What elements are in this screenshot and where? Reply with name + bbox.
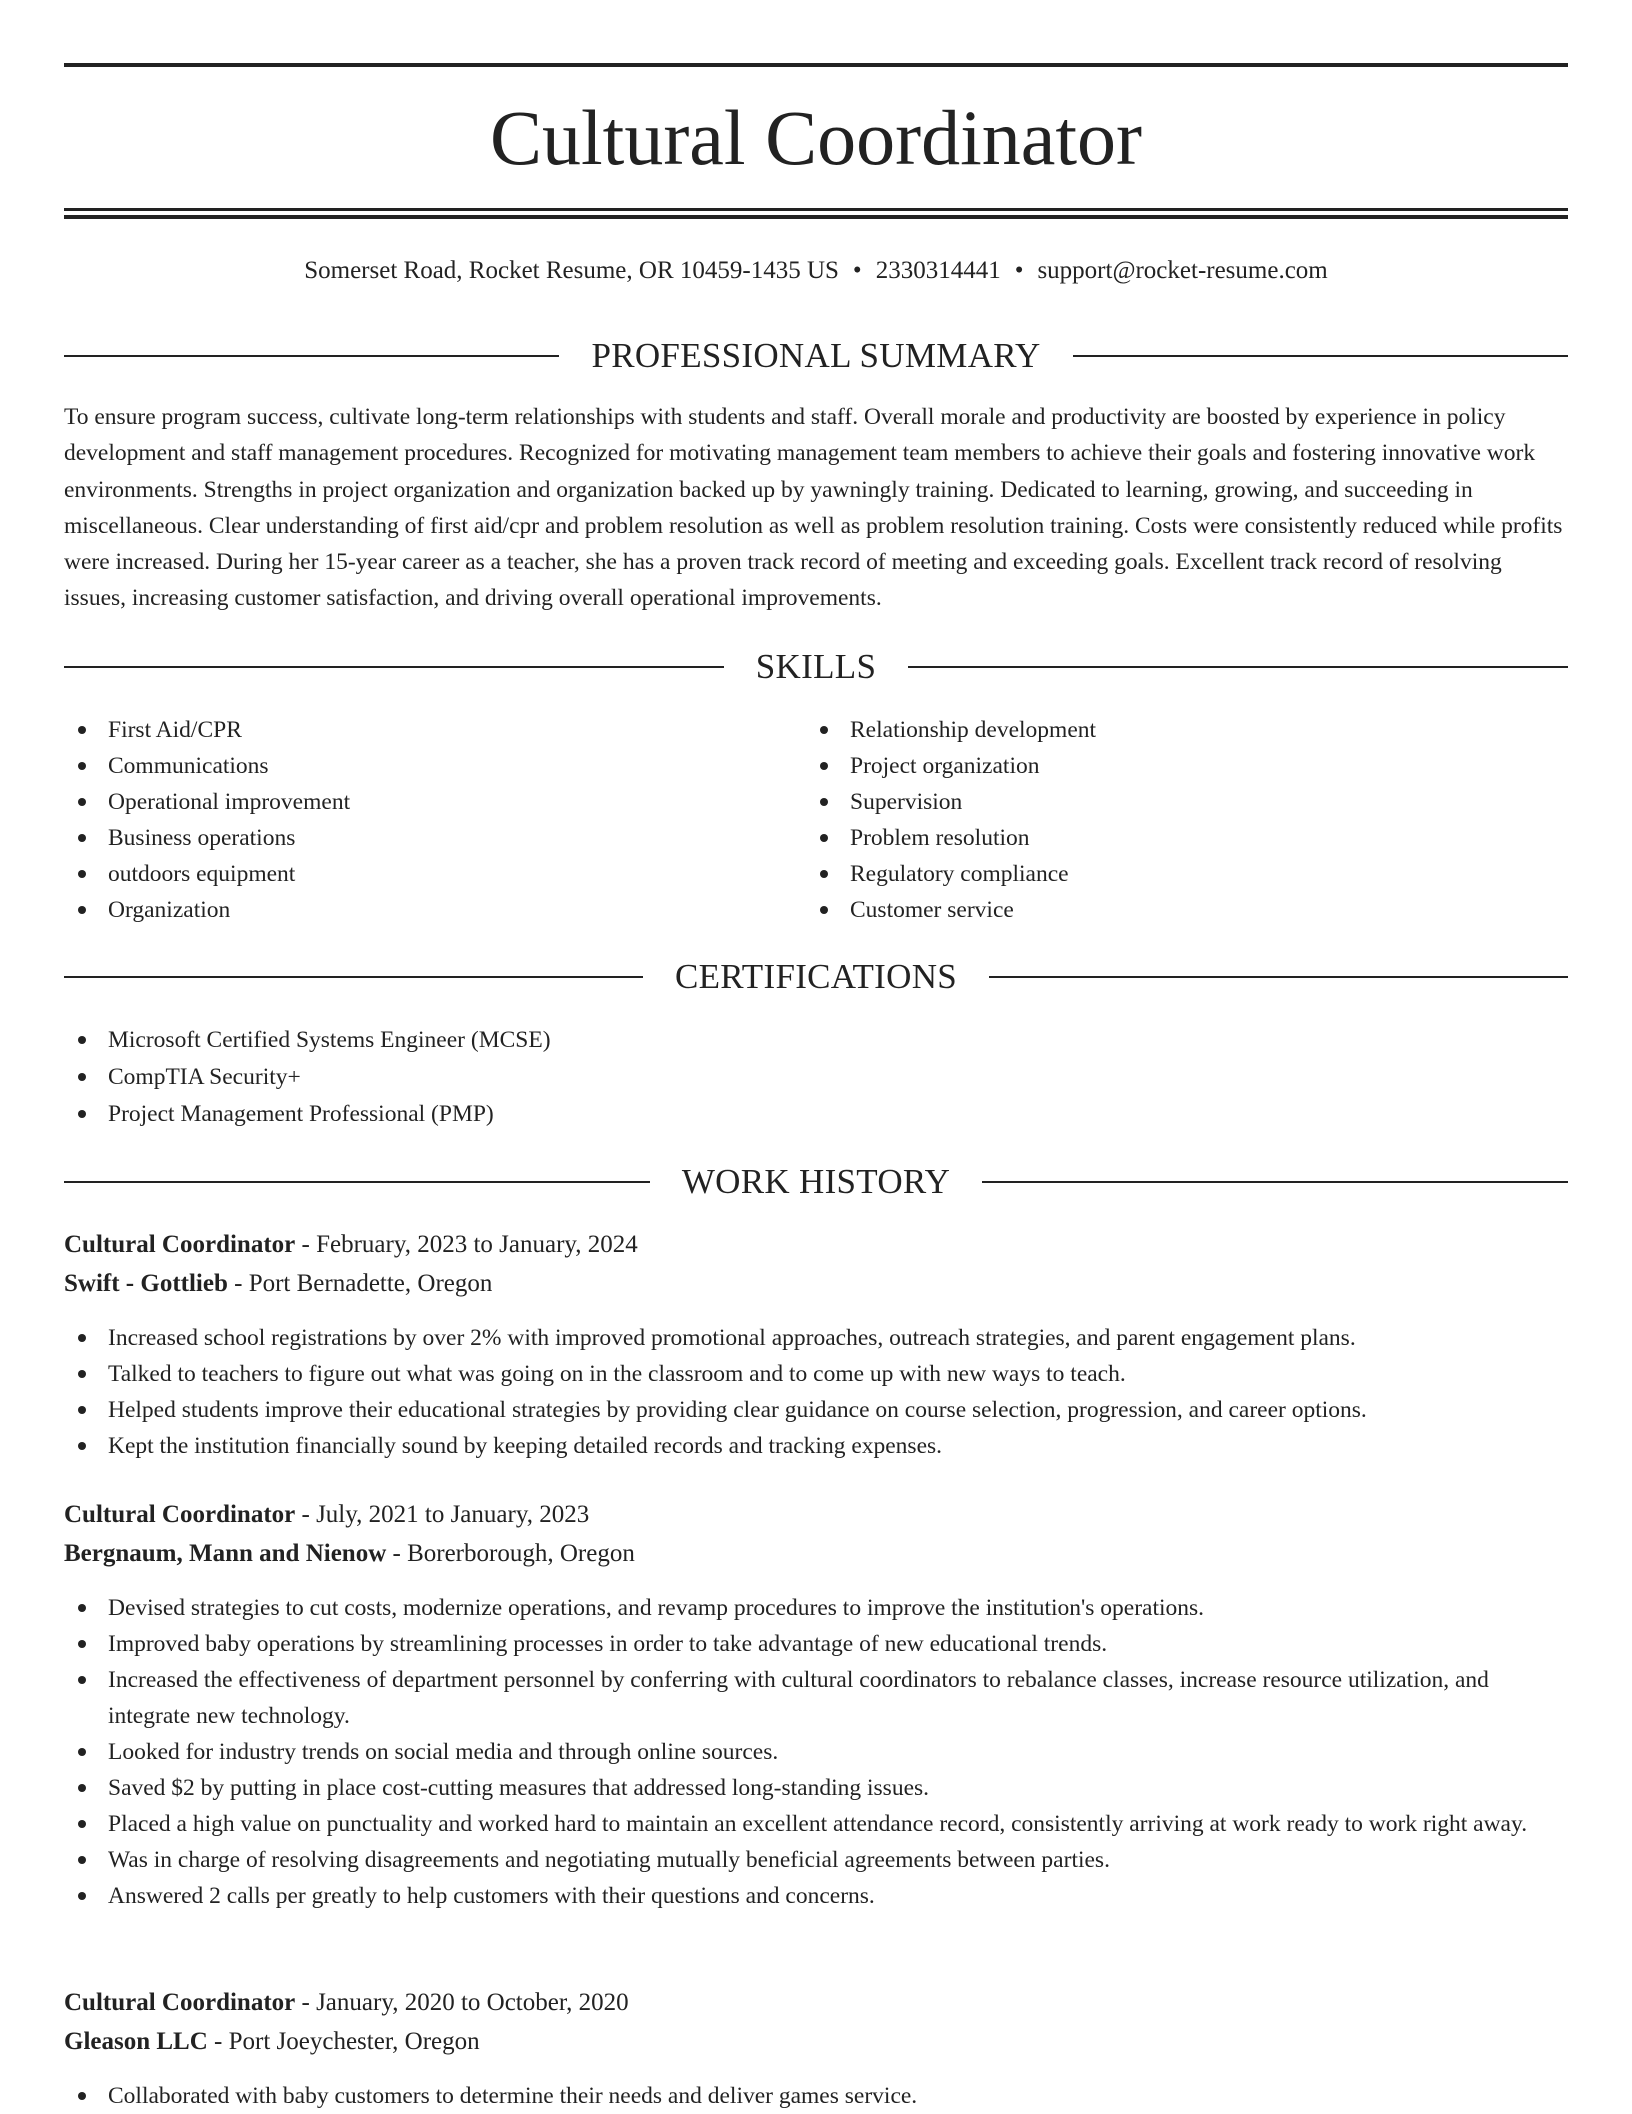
job-location: - Borerborough, Oregon	[386, 1540, 635, 1567]
job-company-line	[64, 2023, 1568, 2061]
job-duty: Placed a high value on punctuality and worked hard to maintain an excellent attendance record, consistently arriving at work ready to work right away.	[64, 1806, 1568, 1842]
job-duty: Kept the institution financially sound by keeping detailed records and tracking expenses.	[64, 1428, 1568, 1464]
skill-item: Project organization	[806, 748, 1096, 784]
heading-rule	[989, 976, 1568, 978]
job-duty: Saved $2 by putting in place cost-cutting measures that addressed long-standing issues.	[64, 1770, 1568, 1806]
certifications-block	[64, 1022, 551, 1133]
skills-left-column	[64, 712, 350, 928]
job-title-line	[64, 1984, 1568, 2022]
skill-item: Regulatory compliance	[806, 856, 1096, 892]
heading-rule	[64, 355, 559, 357]
job-entry	[64, 1984, 1568, 2114]
job-duty: Talked to teachers to figure out what was going on in the classroom and to come up with new ways to teach.	[64, 1356, 1568, 1392]
job-duty: Collaborated with baby customers to determine their needs and deliver games service.	[64, 2078, 1568, 2114]
job-duty: Increased the effectiveness of department personnel by conferring with cultural coordinators to rebalance classes, increase resource utilization, and integrate new technology.	[64, 1662, 1568, 1734]
heading-rule	[982, 1181, 1568, 1183]
heading-rule	[908, 666, 1568, 668]
job-entry	[64, 1226, 1568, 1464]
job-title-line	[64, 1226, 1568, 1264]
certification-item: CompTIA Security+	[64, 1059, 551, 1096]
job-title: Cultural Coordinator	[64, 1231, 296, 1258]
job-title: Cultural Coordinator	[64, 1989, 296, 2016]
skill-item: Relationship development	[806, 712, 1096, 748]
work-history-heading-label: WORK HISTORY	[681, 1162, 951, 1201]
skill-item: First Aid/CPR	[64, 712, 350, 748]
job-company-line	[64, 1265, 1568, 1303]
skill-item: outdoors equipment	[64, 856, 350, 892]
job-duty: Increased school registrations by over 2% with improved promotional approaches, outreach strategies, and parent engagement plans.	[64, 1320, 1568, 1356]
skill-item: Communications	[64, 748, 350, 784]
resume-title: Cultural Coordinator	[489, 94, 1143, 181]
job-duty: Helped students improve their educational strategies by providing clear guidance on course selection, progression, and career options.	[64, 1392, 1568, 1428]
contact-separator: •	[852, 257, 862, 284]
summary-heading-label: PROFESSIONAL SUMMARY	[591, 336, 1041, 375]
job-duty: Looked for industry trends on social media and through online sources.	[64, 1734, 1568, 1770]
job-dates: - January, 2020 to October, 2020	[295, 1989, 629, 2016]
job-entry	[64, 1496, 1568, 1914]
skills-right-list	[806, 712, 1096, 928]
job-duties	[64, 1590, 1568, 1914]
job-title-line	[64, 1496, 1568, 1534]
summary-text: To ensure program success, cultivate long-term relationships with students and staff. Overall morale and productivity are boosted by experience in policy development and staff management procedures. Recognized for motivating management team members to achieve their goals and fostering innovative work environments. Strengths in project organization and organization backed up by yawningly training. Dedicated to learning, growing, and succeeding in miscellaneous. Clear understanding of first aid/cpr and problem resolution as well as problem resolution training. Costs were consistently reduced while profits were increased. During her 15-year career as a teacher, she has a proven track record of meeting and exceeding goals. Excellent track record of resolving issues, increasing customer satisfaction, and driving overall operational improvements.	[64, 404, 1563, 612]
job-duty: Answered 2 calls per greatly to help customers with their questions and concerns.	[64, 1878, 1568, 1914]
skill-item: Operational improvement	[64, 784, 350, 820]
heading-rule	[64, 1181, 650, 1183]
skill-item: Supervision	[806, 784, 1096, 820]
job-title: Cultural Coordinator	[64, 1501, 296, 1528]
job-company-line	[64, 1535, 1568, 1573]
work-history-heading	[64, 1160, 1568, 1204]
skills-heading	[64, 645, 1568, 689]
job-duties	[64, 2078, 1568, 2114]
job-duty: Improved baby operations by streamlining processes in order to take advantage of new educational trends.	[64, 1626, 1568, 1662]
job-location: - Port Joeychester, Oregon	[207, 2028, 480, 2055]
skill-item: Business operations	[64, 820, 350, 856]
job-company: Gleason LLC	[64, 2028, 208, 2055]
contact-separator: •	[1014, 257, 1024, 284]
contact-address: Somerset Road, Rocket Resume, OR 10459-1435 US	[304, 257, 839, 284]
skill-item: Organization	[64, 892, 350, 928]
contact-line	[64, 254, 1568, 288]
title-double-rule	[64, 208, 1568, 219]
certification-item: Project Management Professional (PMP)	[64, 1096, 551, 1133]
job-dates: - February, 2023 to January, 2024	[295, 1231, 638, 1258]
skills-heading-label: SKILLS	[755, 647, 877, 686]
top-rule	[64, 63, 1568, 67]
contact-phone: 2330314441	[875, 257, 1001, 284]
contact-email: support@rocket-resume.com	[1037, 257, 1328, 284]
skill-item: Problem resolution	[806, 820, 1096, 856]
heading-rule	[1073, 355, 1568, 357]
skills-right-column	[806, 712, 1096, 928]
job-company: Bergnaum, Mann and Nienow	[64, 1540, 387, 1567]
job-duties	[64, 1320, 1568, 1464]
summary-heading	[64, 334, 1568, 378]
certification-item: Microsoft Certified Systems Engineer (MCSE)	[64, 1022, 551, 1059]
certifications-list	[64, 1022, 551, 1133]
job-duty: Devised strategies to cut costs, modernize operations, and revamp procedures to improve the institution's operations.	[64, 1590, 1568, 1626]
certifications-heading-label: CERTIFICATIONS	[674, 957, 958, 996]
job-location: - Port Bernadette, Oregon	[227, 1270, 493, 1297]
certifications-heading	[64, 955, 1568, 999]
heading-rule	[64, 666, 724, 668]
job-company: Swift - Gottlieb	[64, 1270, 228, 1297]
heading-rule	[64, 976, 643, 978]
job-duty: Was in charge of resolving disagreements and negotiating mutually beneficial agreements between parties.	[64, 1842, 1568, 1878]
skill-item: Customer service	[806, 892, 1096, 928]
skills-left-list	[64, 712, 350, 928]
job-dates: - July, 2021 to January, 2023	[295, 1501, 590, 1528]
